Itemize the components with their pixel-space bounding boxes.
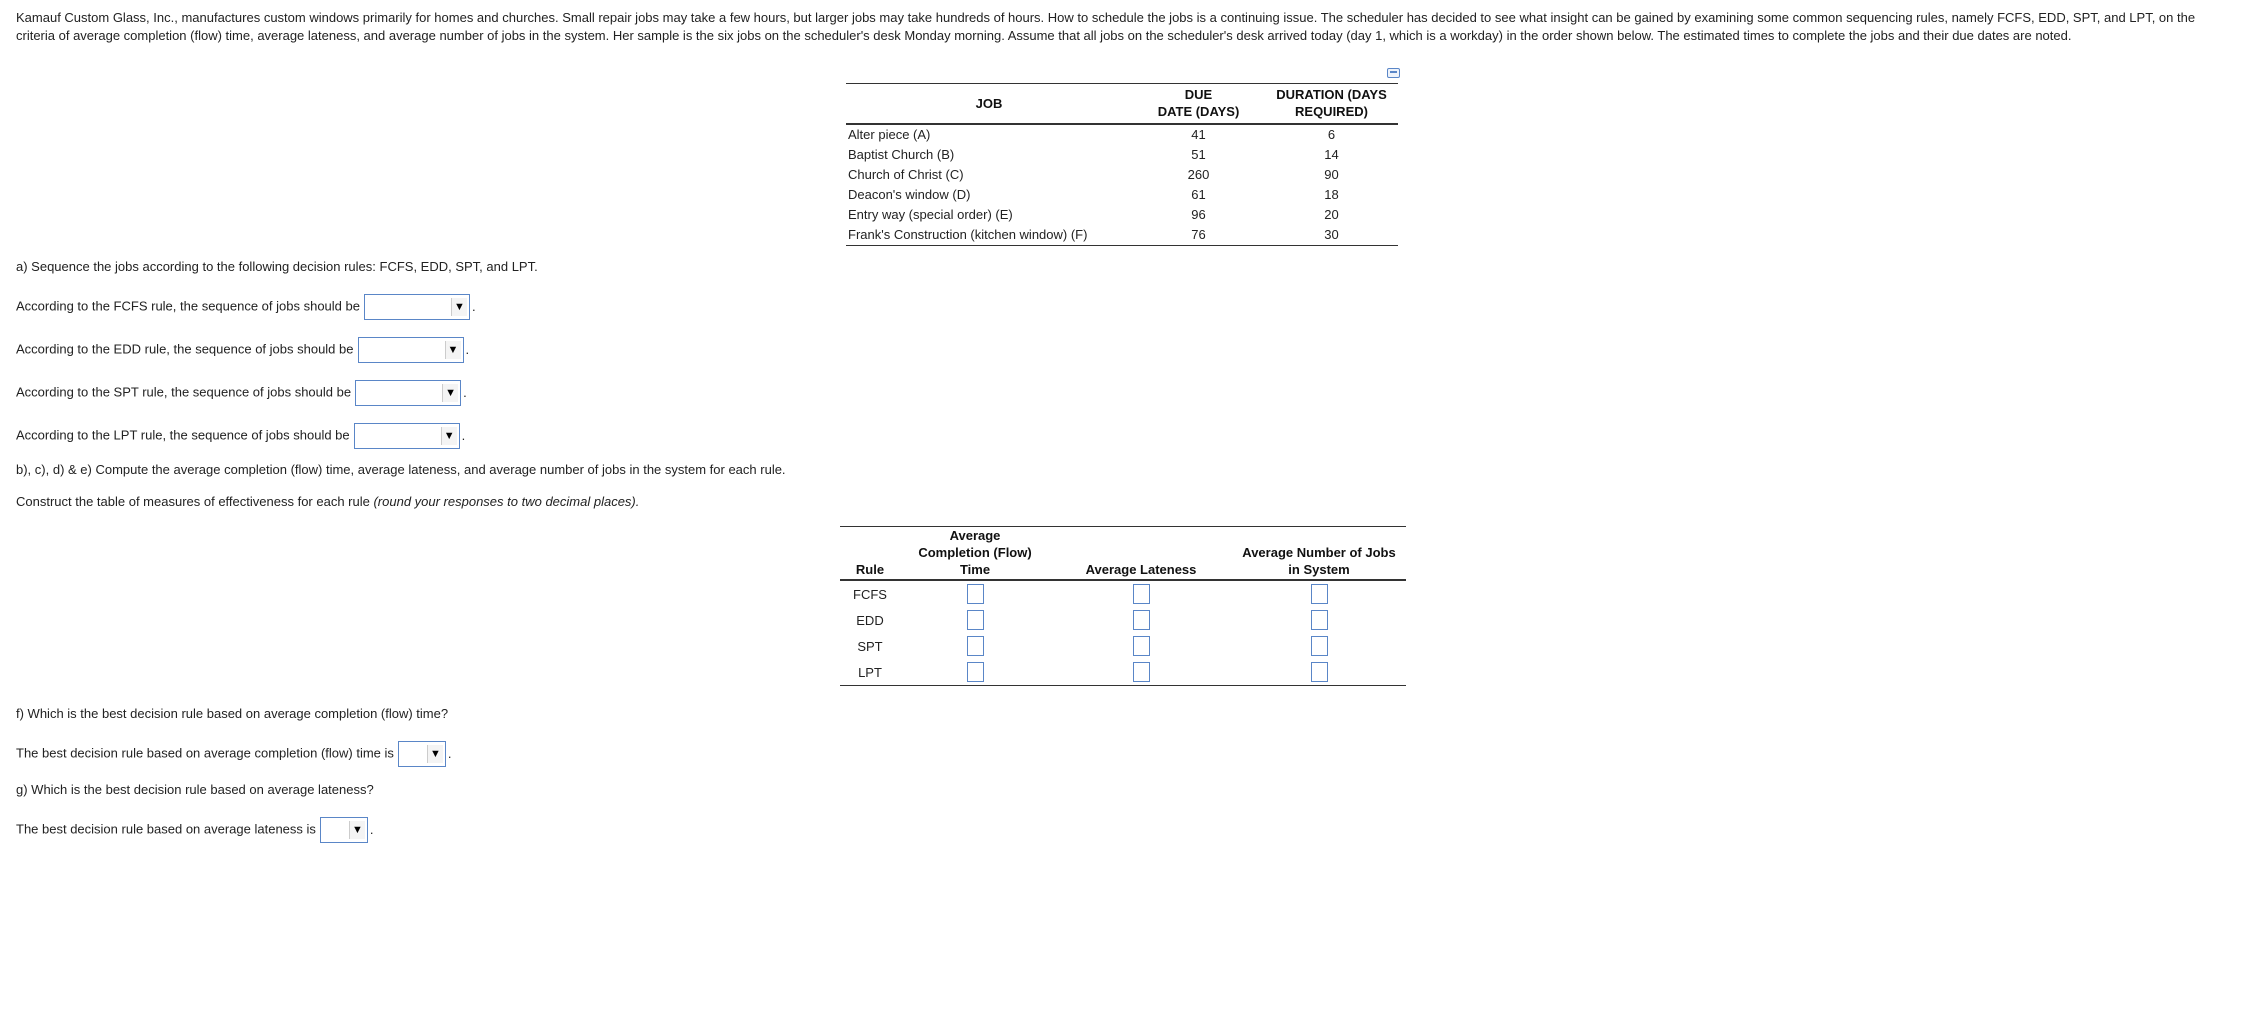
fcfs-sequence-label: According to the FCFS rule, the sequence of jobs should be — [16, 298, 360, 314]
completion-header-line-2: Completion (Flow) — [918, 545, 1032, 560]
col-jobs-header — [1232, 527, 1406, 581]
effectiveness-table — [840, 526, 1406, 686]
period: . — [369, 822, 374, 837]
spt-sequence-dropdown[interactable] — [355, 380, 461, 406]
best-lateness-label: The best decision rule based on average lateness is — [16, 821, 316, 837]
job-name: Church of Christ (C) — [848, 166, 964, 182]
col-duration-header — [1265, 84, 1398, 124]
table-row — [846, 165, 1398, 185]
best-lateness-row — [16, 817, 374, 843]
chevron-down-icon: ▼ — [442, 384, 458, 402]
rounding-note: (round your responses to two decimal places). — [373, 494, 640, 509]
job-duration: 30 — [1324, 226, 1339, 242]
edd-completion-input[interactable] — [967, 610, 984, 630]
part-g-prompt: g) Which is the best decision rule based on average lateness? — [16, 782, 374, 797]
job-name: Alter piece (A) — [848, 126, 931, 142]
job-duration: 90 — [1324, 166, 1339, 182]
job-name: Entry way (special order) (E) — [848, 206, 1013, 222]
job-due: 51 — [1191, 146, 1206, 162]
rule-name: LPT — [858, 664, 882, 680]
fcfs-completion-input[interactable] — [967, 584, 984, 604]
completion-header-line-3: Time — [959, 562, 991, 577]
col-due-header — [1132, 84, 1265, 124]
part-f-prompt: f) Which is the best decision rule based on average completion (flow) time? — [16, 706, 449, 721]
spt-sequence-label: According to the SPT rule, the sequence of jobs should be — [16, 384, 352, 400]
chevron-down-icon: ▼ — [441, 427, 457, 445]
chevron-down-icon: ▼ — [445, 341, 461, 359]
job-name: Deacon's window (D) — [848, 186, 971, 202]
job-due: 96 — [1191, 206, 1206, 222]
jobs-table — [846, 83, 1398, 246]
edd-jobs-input[interactable] — [1311, 610, 1328, 630]
edd-sequence-dropdown[interactable] — [358, 337, 464, 363]
edd-lateness-input[interactable] — [1133, 610, 1150, 630]
expand-table-icon[interactable] — [1387, 68, 1400, 78]
period: . — [447, 746, 452, 761]
fcfs-lateness-input[interactable] — [1133, 584, 1150, 604]
table-row — [846, 185, 1398, 205]
jobs-header-line-1: Average Number of Jobs — [1242, 545, 1396, 560]
due-header-line-1: DUE — [1184, 87, 1213, 103]
lpt-jobs-input[interactable] — [1311, 662, 1328, 682]
job-due: 76 — [1191, 226, 1206, 242]
best-completion-row — [16, 741, 452, 767]
lpt-completion-input[interactable] — [967, 662, 984, 682]
col-rule-header: Rule — [855, 562, 885, 577]
chevron-down-icon: ▼ — [349, 821, 365, 839]
table-row — [846, 225, 1398, 246]
best-completion-label: The best decision rule based on average completion (flow) time is — [16, 745, 394, 761]
chevron-down-icon: ▼ — [427, 745, 443, 763]
spt-jobs-input[interactable] — [1311, 636, 1328, 656]
job-due: 260 — [1187, 166, 1210, 182]
part-b-prompt: b), c), d) & e) Compute the average completion (flow) time, average lateness, and average number of jobs in the system for each rule. — [16, 462, 786, 477]
best-completion-dropdown[interactable] — [398, 741, 446, 767]
period: . — [471, 299, 476, 314]
construct-instruction — [16, 494, 639, 510]
lpt-sequence-label: According to the LPT rule, the sequence of jobs should be — [16, 427, 350, 443]
best-lateness-dropdown[interactable] — [320, 817, 368, 843]
fcfs-sequence-dropdown[interactable] — [364, 294, 470, 320]
lpt-sequence-dropdown[interactable] — [354, 423, 460, 449]
lpt-lateness-input[interactable] — [1133, 662, 1150, 682]
job-due: 61 — [1191, 186, 1206, 202]
job-duration: 6 — [1327, 126, 1336, 142]
table-row — [846, 124, 1398, 145]
due-header-line-2: DATE (DAYS) — [1157, 104, 1240, 120]
duration-header-line-1: DURATION (DAYS — [1276, 87, 1387, 103]
table-row — [840, 659, 1406, 686]
table-row — [840, 607, 1406, 633]
spt-lateness-input[interactable] — [1133, 636, 1150, 656]
construct-text: Construct the table of measures of effectiveness for each rule — [16, 494, 370, 509]
chevron-down-icon: ▼ — [451, 298, 467, 316]
rule-name: EDD — [856, 612, 884, 628]
job-duration: 14 — [1324, 146, 1339, 162]
job-duration: 18 — [1324, 186, 1339, 202]
completion-header-line-1: Average — [949, 528, 1001, 543]
job-duration: 20 — [1324, 206, 1339, 222]
col-lateness-header: Average Lateness — [1085, 562, 1197, 577]
fcfs-jobs-input[interactable] — [1311, 584, 1328, 604]
job-name: Baptist Church (B) — [848, 146, 955, 162]
rule-name: SPT — [857, 638, 883, 654]
jobs-header-line-2: in System — [1288, 562, 1350, 577]
part-a-prompt: a) Sequence the jobs according to the following decision rules: FCFS, EDD, SPT, and LPT. — [16, 259, 538, 274]
period: . — [465, 342, 470, 357]
col-completion-header — [900, 527, 1050, 581]
table-row — [840, 580, 1406, 607]
period: . — [463, 385, 467, 400]
table-row — [840, 633, 1406, 659]
fcfs-sequence-row — [16, 294, 476, 320]
rule-name: FCFS — [853, 586, 887, 602]
job-name: Frank's Construction (kitchen window) (F) — [848, 226, 1088, 242]
period: . — [461, 428, 466, 443]
spt-completion-input[interactable] — [967, 636, 984, 656]
edd-sequence-row — [16, 337, 469, 363]
table-row — [846, 205, 1398, 225]
table-row — [846, 145, 1398, 165]
duration-header-line-2: REQUIRED) — [1295, 104, 1368, 120]
col-job-header: JOB — [975, 95, 1003, 111]
lpt-sequence-row — [16, 423, 465, 449]
spt-sequence-row — [16, 380, 467, 406]
edd-sequence-label: According to the EDD rule, the sequence of jobs should be — [16, 341, 354, 357]
job-due: 41 — [1191, 126, 1206, 142]
problem-statement: Kamauf Custom Glass, Inc., manufactures custom windows primarily for homes and churches. Small repair jobs may take a few hours, but larger jobs may take hundreds of hours. How to schedule the jobs is a continuing issue. The scheduler has decided to see what insight can be gained by examining some common sequencing rules, namely FCFS, EDD, SPT, and LPT, on the criteria of average completion (flow) time, average lateness, and average number of jobs in the system. Her sample is the six jobs on the scheduler's desk Monday morning. Assume that all jobs on the scheduler's desk arrived today (day 1, which is a workday) in the order shown below. The estimated times to complete the jobs and their due dates are noted. — [16, 10, 2196, 43]
